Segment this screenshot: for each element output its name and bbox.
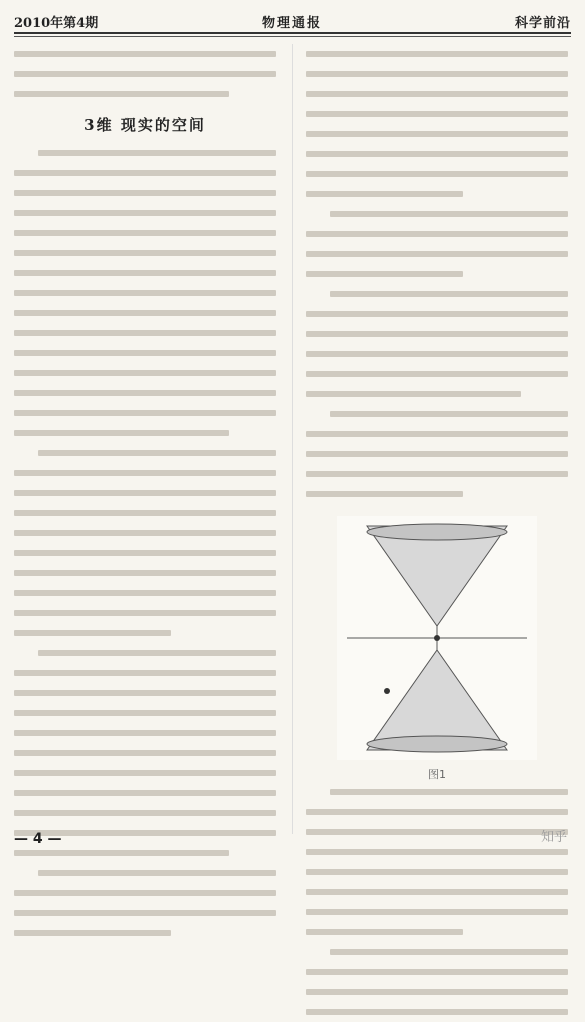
text-line: [14, 71, 276, 77]
text-line: [306, 231, 568, 237]
text-line: [14, 250, 276, 256]
page-number: — 4 —: [14, 831, 62, 847]
running-header: [14, 10, 571, 32]
text-line: [38, 650, 276, 656]
text-line: [306, 71, 568, 77]
text-line: [306, 251, 568, 257]
text-line: [306, 271, 463, 277]
text-line: [14, 770, 276, 776]
text-line: [14, 910, 276, 916]
section-label: 科学前沿: [514, 16, 571, 31]
text-line: [306, 989, 568, 995]
text-line: [14, 590, 276, 596]
text-line: [14, 210, 276, 216]
text-line: [14, 490, 276, 496]
text-line: [14, 290, 276, 296]
column-divider: [292, 44, 293, 834]
right-column-text-block-2: [306, 782, 568, 1022]
text-line: [14, 190, 276, 196]
text-line: [306, 371, 568, 377]
text-line: [14, 430, 229, 436]
text-line: [306, 849, 568, 855]
text-line: [14, 630, 171, 636]
text-line: [14, 730, 276, 736]
text-line: [14, 690, 276, 696]
text-line: [14, 370, 276, 376]
text-line: [14, 530, 276, 536]
text-line: [306, 311, 568, 317]
text-line: [306, 969, 568, 975]
right-column: [306, 44, 568, 1022]
text-line: [14, 570, 276, 576]
header-rule-thin: [14, 36, 571, 37]
right-column-text-block-1: [306, 44, 568, 504]
text-line: [38, 150, 276, 156]
text-line: [306, 869, 568, 875]
watermark: 知乎: [540, 830, 567, 845]
text-line: [14, 790, 276, 796]
text-line: [14, 330, 276, 336]
left-column-text-block-1: [14, 44, 276, 104]
text-line: [330, 291, 568, 297]
text-line: [14, 810, 276, 816]
future-cone-rim: [367, 524, 507, 540]
text-line: [306, 111, 568, 117]
text-line: [14, 930, 171, 936]
text-line: [14, 350, 276, 356]
text-line: [38, 450, 276, 456]
text-line: [14, 710, 276, 716]
left-column: [14, 44, 276, 943]
text-line: [14, 890, 276, 896]
text-line: [306, 491, 463, 497]
text-line: [14, 550, 276, 556]
text-line: [14, 310, 276, 316]
text-line: [306, 91, 568, 97]
text-line: [306, 431, 568, 437]
text-line: [14, 850, 229, 856]
past-cone-rim: [367, 736, 507, 752]
text-line: [306, 471, 568, 477]
text-line: [14, 470, 276, 476]
text-line: [330, 789, 568, 795]
text-line: [306, 151, 568, 157]
text-line: [306, 171, 568, 177]
text-line: [14, 270, 276, 276]
text-line: [306, 809, 568, 815]
text-line: [306, 331, 568, 337]
text-line: [14, 670, 276, 676]
light-cone-figure: [337, 516, 537, 760]
text-line: [306, 391, 521, 397]
journal-title: 物理通报: [262, 16, 323, 31]
text-line: [38, 870, 276, 876]
text-line: [14, 610, 276, 616]
text-line: [14, 230, 276, 236]
text-line: [14, 390, 276, 396]
text-line: [306, 829, 568, 835]
header-rule: [14, 32, 571, 34]
left-column-text-block-2: [14, 143, 276, 943]
event-point: [384, 688, 390, 694]
text-line: [330, 949, 568, 955]
text-line: [306, 1009, 568, 1015]
event-point: [434, 635, 440, 641]
text-line: [306, 451, 568, 457]
text-line: [14, 410, 276, 416]
light-cone-diagram: [337, 516, 537, 760]
text-line: [14, 750, 276, 756]
text-line: [14, 91, 229, 97]
section-heading: 3维 现实的空间: [84, 116, 206, 134]
issue-label: 2010年第4期: [14, 16, 99, 31]
text-line: [14, 170, 276, 176]
text-line: [330, 411, 568, 417]
text-line: [306, 351, 568, 357]
text-line: [306, 929, 463, 935]
text-line: [306, 909, 568, 915]
text-line: [306, 131, 568, 137]
text-line: [306, 51, 568, 57]
text-line: [306, 889, 568, 895]
text-line: [14, 51, 276, 57]
text-line: [14, 510, 276, 516]
figure-marker: 图1: [428, 768, 446, 781]
text-line: [306, 191, 463, 197]
text-line: [330, 211, 568, 217]
